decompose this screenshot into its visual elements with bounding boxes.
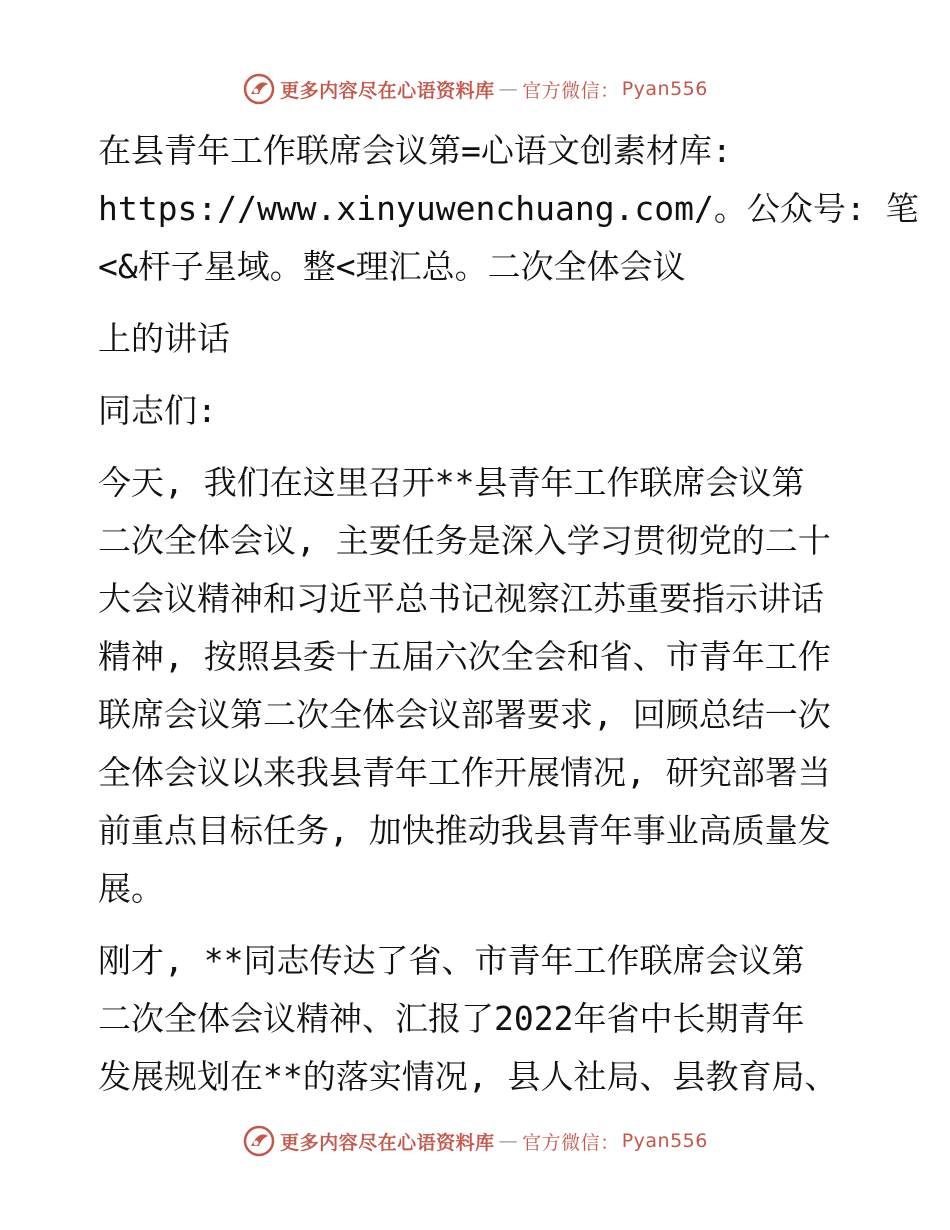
watermark-dash: — <box>498 78 519 100</box>
paragraph-line: 二次全体会议精神、汇报了2022年省中长期青年 <box>98 999 805 1038</box>
document-body <box>98 122 919 1106</box>
title-line: 在县青年工作联席会议第=心语文创素材库: <box>98 131 732 170</box>
paragraph-line: 发展规划在**的落实情况, 县人社局、县教育局、 <box>98 1057 838 1096</box>
paragraph-line: 大会议精神和习近平总书记视察江苏重要指示讲话 <box>98 579 824 618</box>
greeting: 同志们: <box>98 391 217 430</box>
watermark-wechat-id: Pyan556 <box>621 78 708 100</box>
footer-watermark <box>0 1124 950 1158</box>
paragraph-line: 今天, 我们在这里召开**县青年工作联席会议第 <box>98 463 805 502</box>
watermark-label: 官方微信： <box>522 1131 620 1154</box>
header-watermark <box>0 72 950 106</box>
paragraph-line: 展。 <box>98 869 164 908</box>
paragraph-line: 刚才, **同志传达了省、市青年工作联席会议第 <box>98 941 805 980</box>
paragraph-2 <box>98 932 858 1106</box>
paragraph-line: 前重点目标任务, 加快推动我县青年事业高质量发 <box>98 811 831 850</box>
paragraph-line: 联席会议第二次全体会议部署要求, 回顾总结一次 <box>98 695 831 734</box>
watermark-label: 官方微信： <box>522 79 620 102</box>
watermark-brand: 更多内容尽在心语资料库 <box>280 1131 495 1154</box>
title-line: https://www.xinyuwenchuang.com/。公众号: 笔 <box>98 189 919 228</box>
title-line: <&杆子星域。整<理汇总。二次全体会议 <box>98 247 686 286</box>
subtitle: 上的讲话 <box>98 319 230 358</box>
watermark-brand: 更多内容尽在心语资料库 <box>280 79 495 102</box>
watermark-wechat-id: Pyan556 <box>621 1130 708 1152</box>
brand-logo-icon <box>242 1124 276 1158</box>
paragraph-line: 全体会议以来我县青年工作开展情况, 研究部署当 <box>98 753 831 792</box>
paragraph-line: 精神, 按照县委十五届六次全会和省、市青年工作 <box>98 637 831 676</box>
brand-logo-icon <box>242 72 276 106</box>
paragraph-line: 二次全体会议, 主要任务是深入学习贯彻党的二十 <box>98 521 831 560</box>
paragraph-1 <box>98 454 858 918</box>
watermark-dash: — <box>498 1130 519 1152</box>
